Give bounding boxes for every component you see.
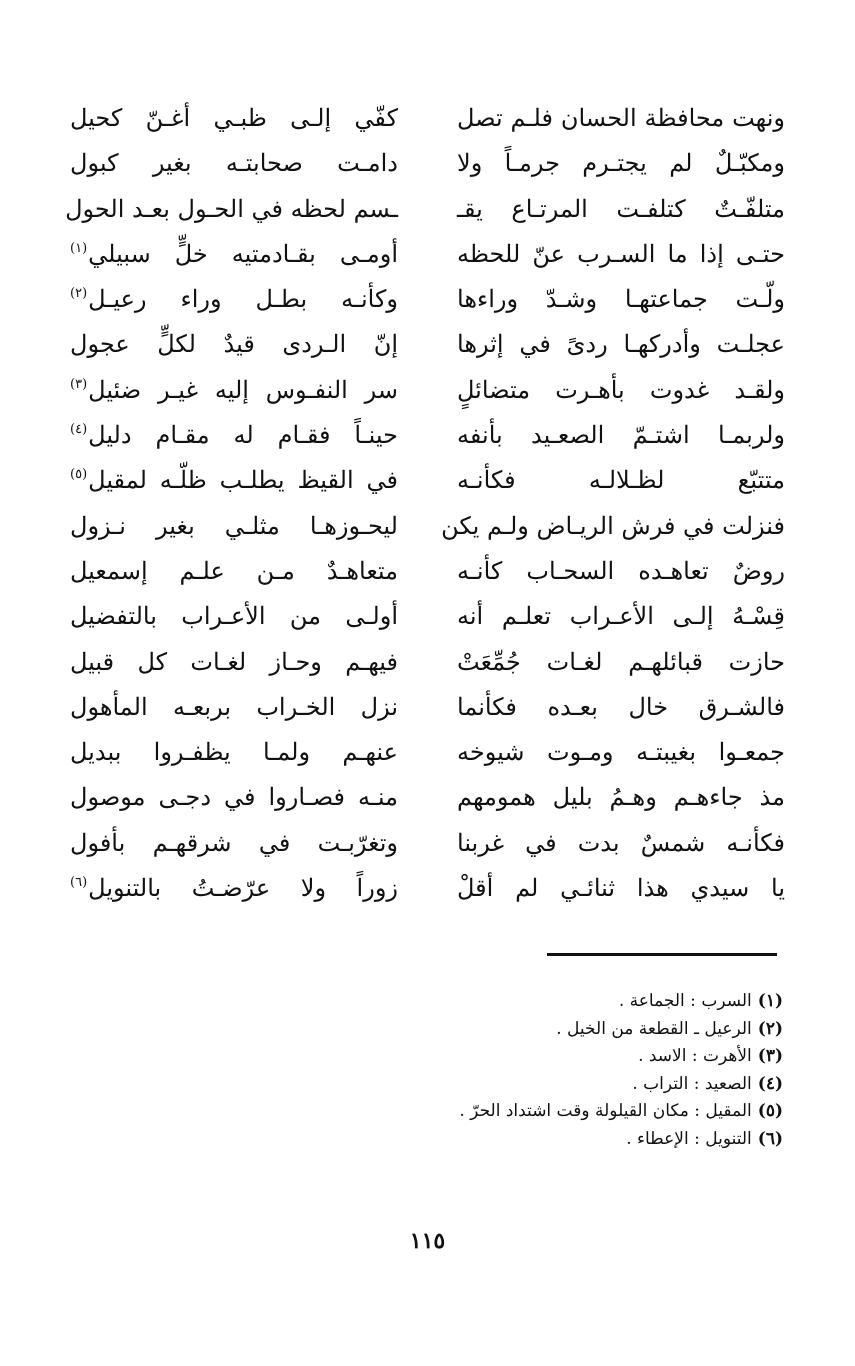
verse-second-text: نزل الخـراب بربعـه المأهول	[70, 692, 398, 721]
footnote-marker: (١)	[70, 240, 88, 256]
footnote-marker: (٤)	[70, 422, 88, 438]
verse-second-hemistich	[70, 232, 398, 281]
verse-second-text: متعاهـدٌ مـن علـم إسمعيل	[70, 556, 398, 585]
verse-first-hemistich: فكأنـه شمسٌ بدت في غربنا	[457, 828, 785, 857]
verse-second-text: وكأنـه بطـل وراء رعيـل	[88, 285, 398, 314]
footnote-separator	[547, 953, 777, 956]
verse	[70, 368, 785, 413]
verse-first-hemistich: مذ جاءهـم وهـمُ بليل همومهم	[457, 783, 785, 812]
verse	[70, 549, 785, 594]
page-number: ١١٥	[409, 1228, 446, 1254]
verse-second-text: منـه فصـاروا في دجـى موصول	[70, 783, 398, 812]
verse-first-hemistich: يا سيدي هذا ثنائـي لم أقلْ	[457, 874, 785, 903]
verse-second-text: إنّ الـردى قيدٌ لكلٍّ عجول	[70, 330, 398, 359]
footnote-text: الأهرت : الاسد .	[638, 1046, 752, 1066]
verse	[70, 866, 785, 911]
verse	[65, 187, 785, 232]
verse-first-hemistich: فالشـرق خال بعـده فكأنما	[457, 692, 785, 721]
footnote-item	[283, 1071, 783, 1099]
verse-first-hemistich: ونهت محافظة الحسان فلـم تصل	[457, 104, 785, 132]
verse-second-hemistich	[70, 640, 398, 685]
verse-second-hemistich	[70, 594, 398, 639]
footnote-item	[283, 1043, 783, 1071]
footnote-item	[283, 1126, 783, 1154]
verse	[70, 640, 785, 685]
footnote-item	[283, 1016, 783, 1044]
footnote-number: (٥)	[757, 1101, 783, 1121]
verse-first-hemistich: ومكبّـلٌ لم يجتـرم جرمـاً ولا	[457, 149, 785, 178]
verse-second-hemistich	[70, 866, 398, 915]
verse-second-text: زوراً ولا عرّضـتُ بالتنويل	[88, 874, 398, 903]
verse	[70, 96, 785, 141]
verse-second-hemistich	[70, 549, 398, 594]
poem	[65, 96, 785, 911]
footnote-item	[283, 1098, 783, 1126]
footnote-text: التنويل : الإعطاء .	[626, 1128, 752, 1149]
verse-second-hemistich	[70, 504, 398, 549]
verse-first-hemistich: جمعـوا بغيبتـه ومـوت شيوخه	[457, 738, 785, 767]
footnote-number: (٦)	[757, 1128, 783, 1149]
verse-second-hemistich	[70, 730, 398, 775]
footnote-item	[283, 988, 783, 1016]
verse-first-hemistich: متلفّـتٌ كتلفـت المرتـاع يقـ	[457, 194, 785, 223]
footnote-text: السرب : الجماعة .	[618, 991, 752, 1011]
verse-first-hemistich: ولّـت جماعتهـا وشـدّ وراءها	[457, 285, 785, 314]
verse-second-hemistich	[70, 96, 398, 141]
verse	[70, 821, 785, 866]
footnote-number: (٣)	[757, 1046, 783, 1066]
verse-first-hemistich: متتبّع لظـلالـه فكأنـه	[457, 466, 785, 495]
verse	[70, 685, 785, 730]
verse-second-text: دامـت صحابتـه بغير كبول	[70, 149, 398, 178]
verse-second-text: أولـى من الأعـراب بالتفضيل	[70, 602, 398, 631]
verse-second-text: فيهـم وحـاز لغـات كل قبيل	[70, 647, 398, 676]
footnotes-list	[283, 988, 783, 1153]
footnote-text: الصعيد : التراب .	[632, 1073, 752, 1094]
verse	[70, 730, 785, 775]
footnote-marker: (٥)	[70, 467, 88, 483]
verse-second-hemistich	[70, 322, 398, 367]
verse-first-hemistich: قِسْـهُ إلـى الأعـراب تعلـم أنه	[457, 602, 785, 631]
verse-second-hemistich	[70, 685, 398, 730]
verse-second-text: وتغرّبـت في شرقهـم بأفول	[70, 828, 398, 857]
verse	[70, 504, 785, 549]
verse	[70, 458, 785, 503]
verse-first-hemistich: حتـى إذا ما السـرب عنّ للحظه	[457, 239, 785, 268]
verse-second-hemistich	[70, 821, 398, 866]
footnote-marker: (٣)	[70, 376, 88, 392]
footnote-text: المقيل : مكان القيلولة وقت اشتداد الحرّ .	[459, 1101, 752, 1121]
footnote-number: (١)	[757, 991, 783, 1011]
verse-second-hemistich	[70, 458, 398, 507]
verse-second-hemistich	[70, 368, 398, 417]
verse	[70, 277, 785, 322]
verse-first-hemistich: روضٌ تعاهـده السحـاب كأنـه	[457, 556, 785, 585]
verse	[70, 775, 785, 820]
verse	[70, 413, 785, 458]
verse-second-text: عنهـم ولمـا يظفـروا ببديل	[70, 738, 398, 767]
footnote-text: الرعيل ـ القطعة من الخيل .	[556, 1018, 752, 1039]
verse-first-hemistich: عجلـت وأدركهـا ردىً في إثرها	[457, 330, 785, 359]
footnote-marker: (٦)	[70, 875, 88, 891]
verse	[70, 141, 785, 186]
verse-second-text: أومـى بقـادمتيه خلٍّ سبيلي	[88, 239, 398, 268]
verse-second-text: ليحـوزهـا مثلـي بغير نـزول	[70, 511, 398, 540]
footnote-number: (٢)	[757, 1018, 783, 1039]
verse-first-hemistich: حازت قبائلهـم لغـات جُمِّعَتْ	[457, 647, 785, 676]
verse-second-hemistich	[70, 413, 398, 462]
verse	[70, 594, 785, 639]
verse	[70, 232, 785, 277]
footnote-number: (٤)	[757, 1073, 783, 1094]
verse-first-hemistich: فنزلت في فرش الريـاض ولـم يكن	[441, 511, 785, 540]
footnote-marker: (٢)	[70, 286, 88, 302]
verse-second-text: ـسم لحظه في الحـول بعـد الحول	[65, 194, 398, 223]
verse-second-text: سر النفـوس إليه غيـر ضئيل	[88, 375, 398, 404]
verse-first-hemistich: ولقـد غدوت بأهـرت متضائلٍ	[457, 375, 785, 404]
verse-second-text: كفّي إلـى ظبـي أغـنّ كحيل	[70, 104, 398, 132]
verse-second-hemistich	[70, 775, 398, 820]
verse-second-hemistich	[70, 141, 398, 186]
verse-first-hemistich: ولربمـا اشتـمّ الصعـيد بأنفه	[457, 421, 785, 450]
verse-second-hemistich	[65, 187, 398, 232]
verse	[70, 322, 785, 367]
verse-second-hemistich	[70, 277, 398, 326]
verse-second-text: في القيظ يطلـب ظلّـه لمقيل	[88, 466, 398, 495]
verse-second-text: حينـاً فقـام له مقـام دليل	[88, 421, 398, 450]
